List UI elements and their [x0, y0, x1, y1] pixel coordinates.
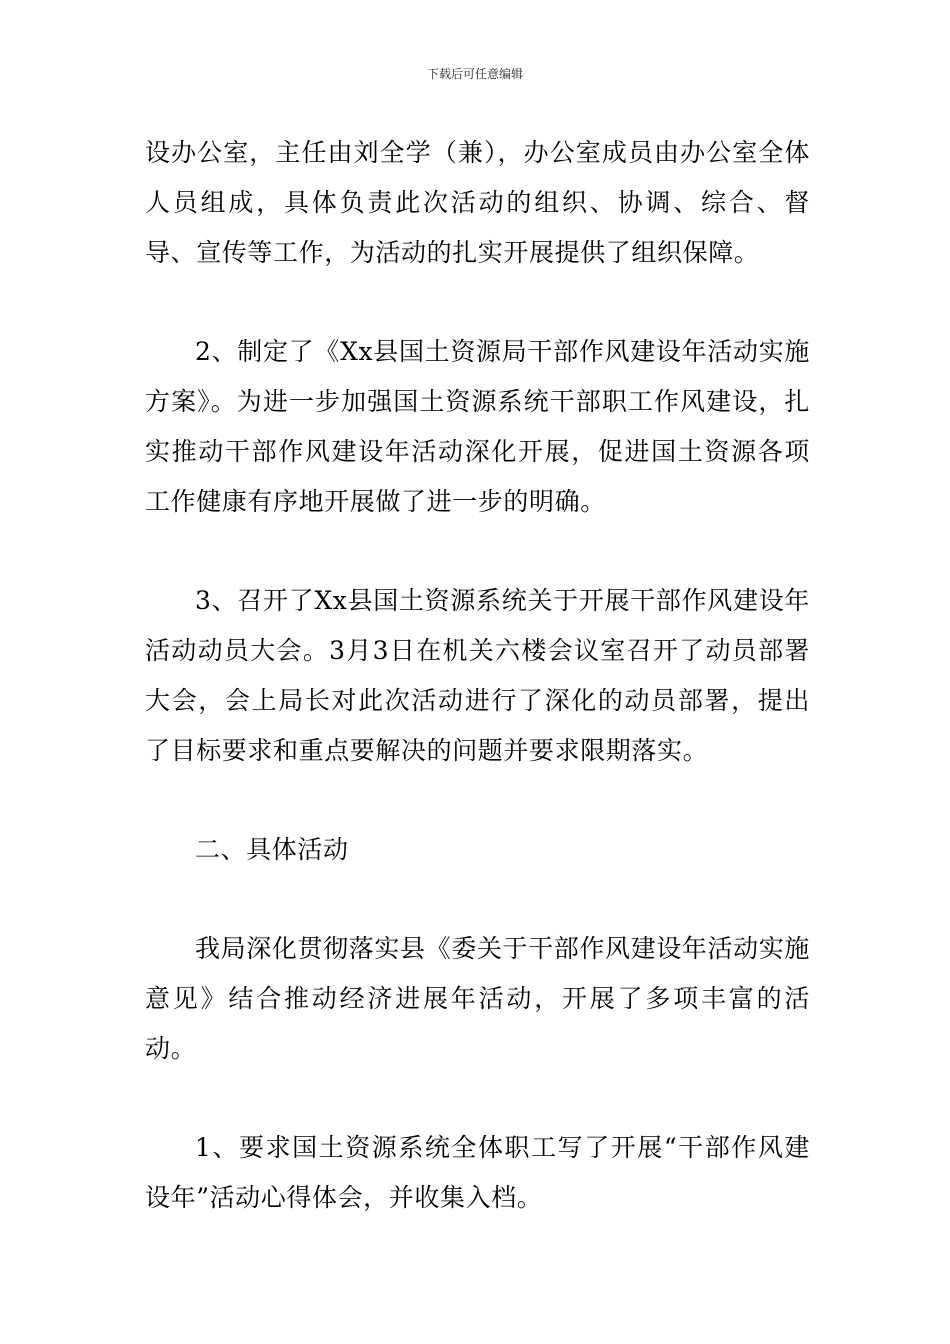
paragraph-activities-intro: 我局深化贯彻落实县《委关于干部作风建设年活动实施意见》结合推动经济进展年活动，开展了多项丰富的活动。 — [145, 934, 810, 1063]
page-header-note: 下载后可任意编辑 — [426, 67, 523, 81]
document-body — [145, 128, 810, 1223]
paragraph-mobilization-meeting: 3、召开了Xx县国土资源系统关于开展干部作风建设年活动动员大会。3月3日在机关六楼会议室召开了动员部署大会，会上局长对此次活动进行了深化的动员部署，提出了目标要求和重点要解决的问题并要求限期落实。 — [145, 586, 810, 765]
paragraph-office-setup: 设办公室，主任由刘全学（兼），办公室成员由办公室全体人员组成，具体负责此次活动的组织、协调、综合、督导、宣传等工作，为活动的扎实开展提供了组织保障。 — [145, 138, 810, 267]
paragraph-implementation-plan: 2、制定了《Xx县国土资源局干部作风建设年活动实施方案》。为进一步加强国土资源系统干部职工作风建设，扎实推动干部作风建设年活动深化开展，促进国土资源各项工作健康有序地开展做了进一步的明确。 — [145, 337, 810, 516]
paragraph-experience-reports: 1、要求国土资源系统全体职工写了开展“干部作风建设年”活动心得体会，并收集入档。 — [145, 1133, 810, 1212]
section-heading-activities: 二、具体活动 — [195, 835, 349, 864]
